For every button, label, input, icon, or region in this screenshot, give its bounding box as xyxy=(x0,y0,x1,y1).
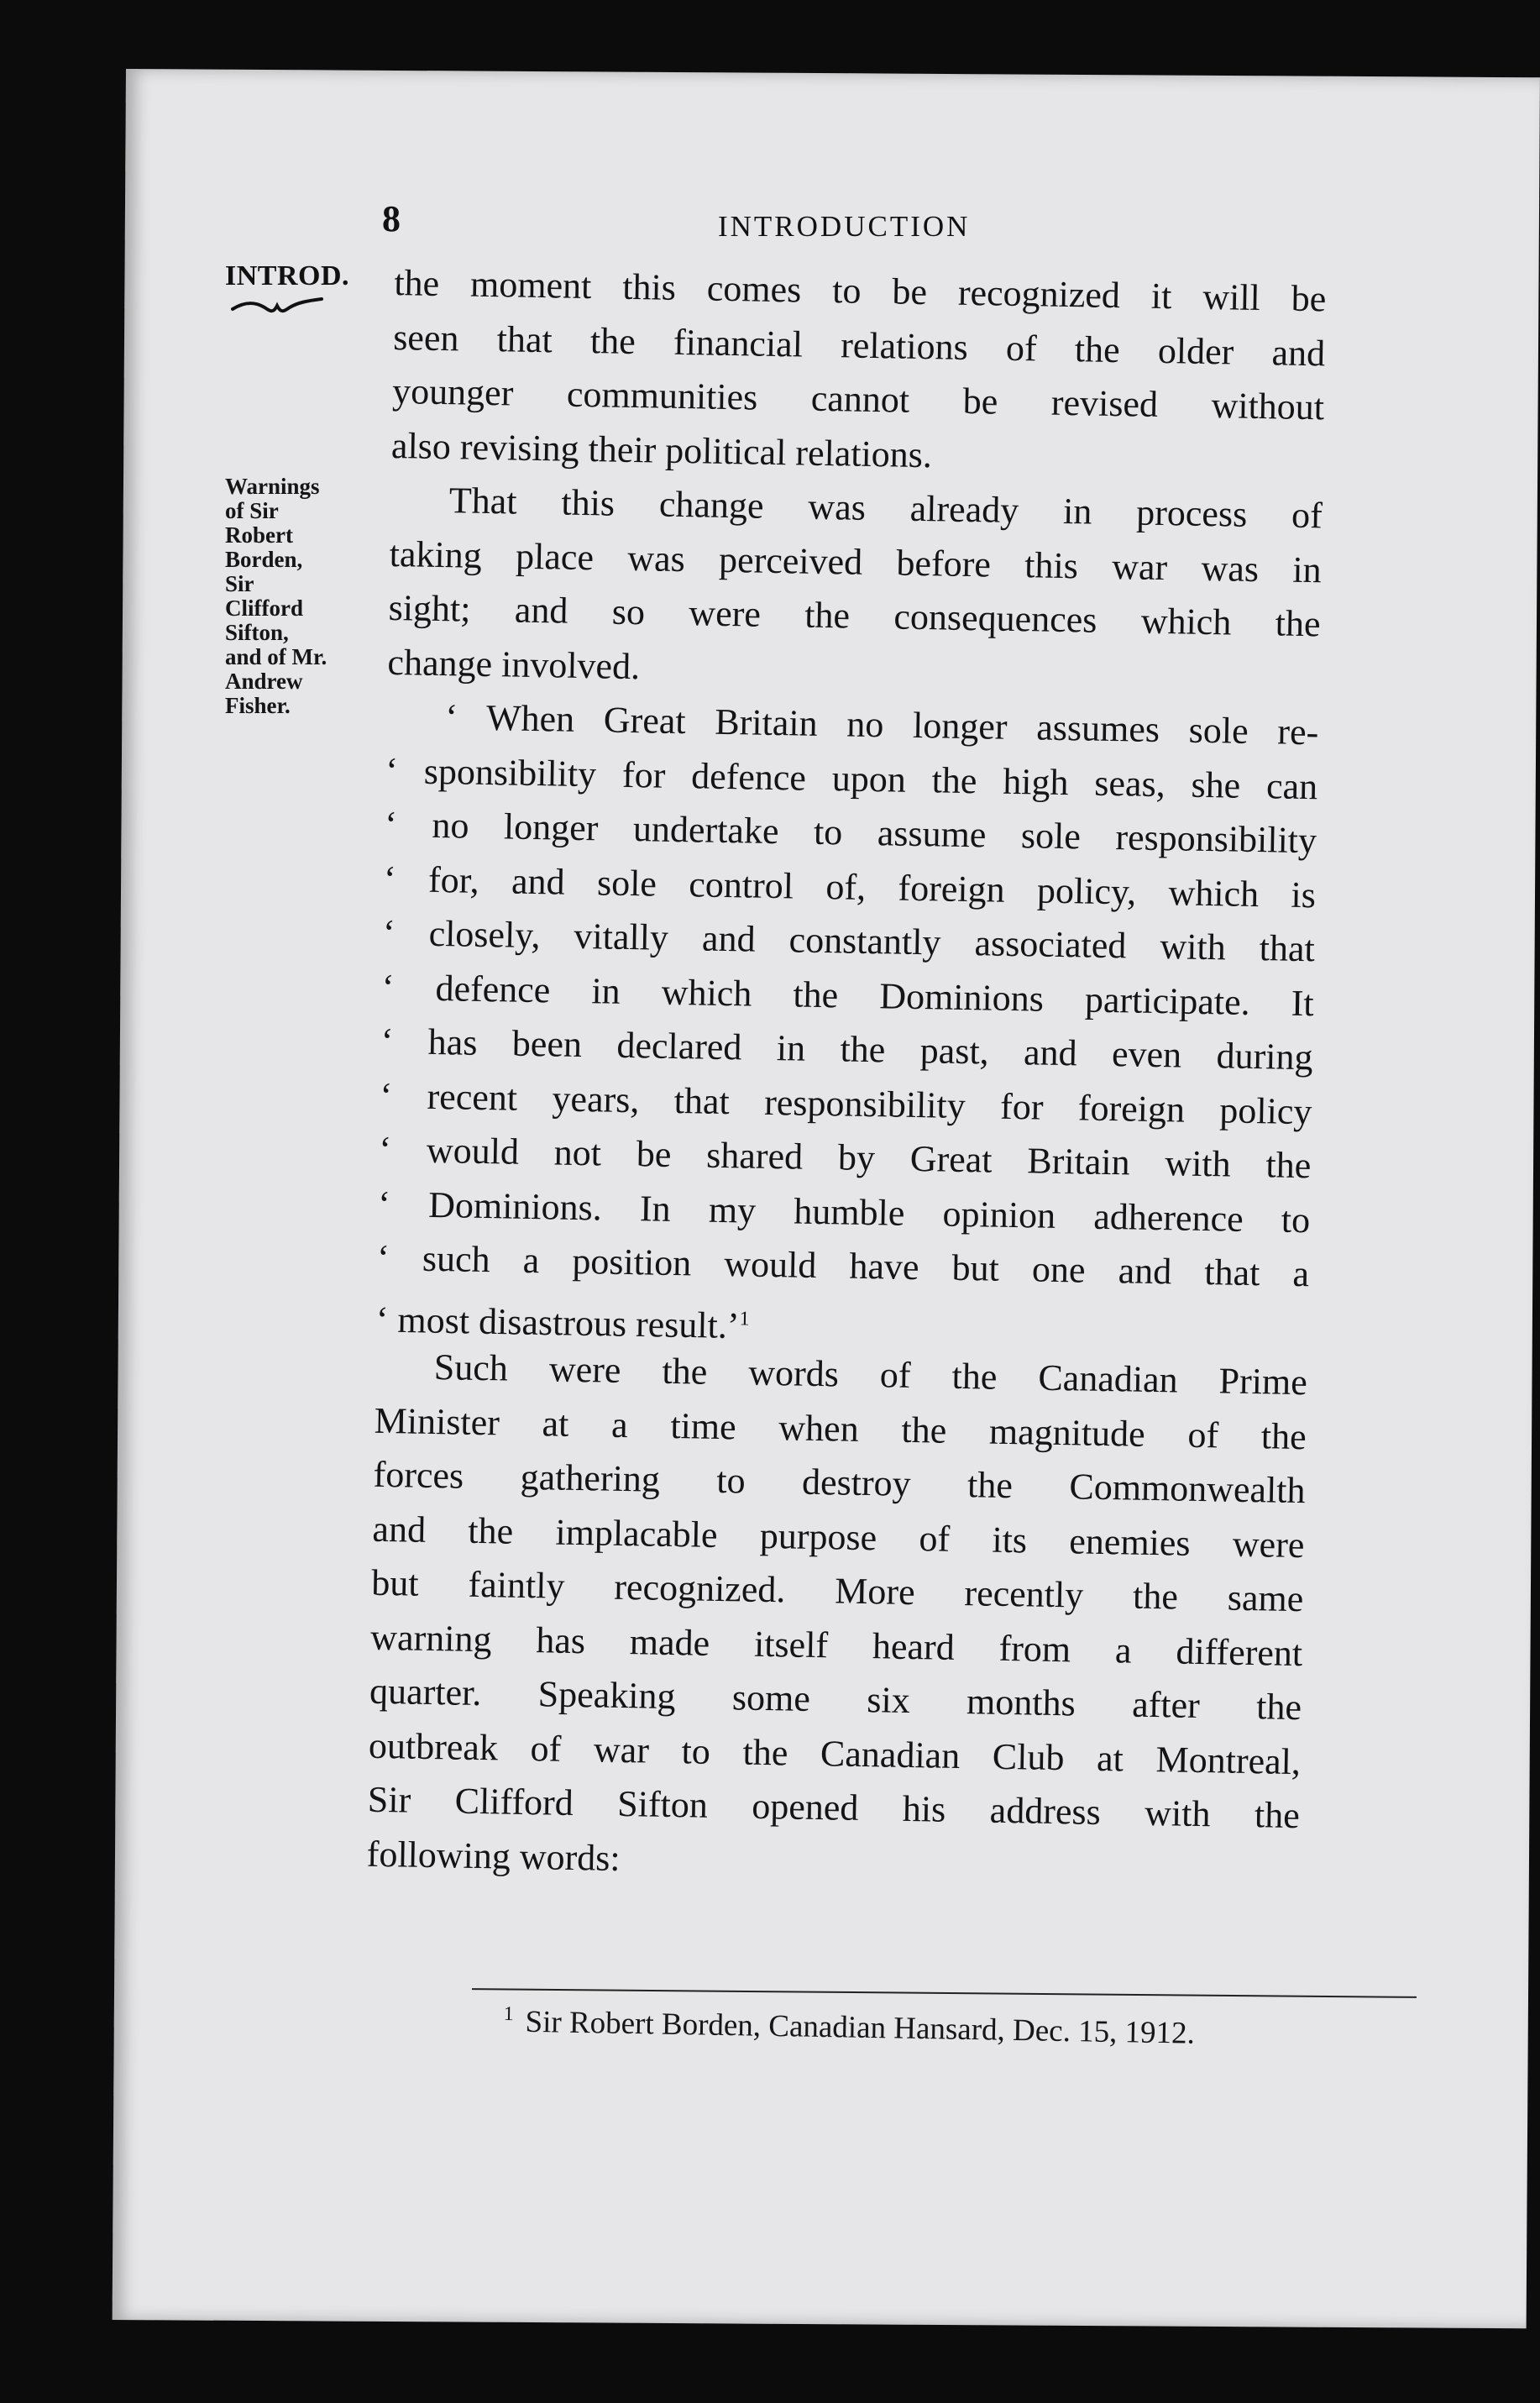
quote-line: ‘ such a position would have but one and that a xyxy=(376,1236,1310,1295)
quote-line: ‘ has been declared in the past, and even during xyxy=(380,1020,1313,1078)
quote-line: ‘ for, and sole control of, foreign policy, which is xyxy=(383,858,1317,916)
quote-line-text: ‘ most disastrous result.’ xyxy=(375,1298,740,1346)
quote-line: ‘ recent years, that responsibility for foreign policy xyxy=(380,1074,1312,1132)
body-line: quarter. Speaking some six months after the xyxy=(369,1670,1302,1729)
footnote-reference: 1 xyxy=(739,1307,750,1330)
body-line: also revising their political relations. xyxy=(390,424,933,475)
quote-line: ‘ Dominions. In my humble opinion adherence to xyxy=(377,1183,1311,1241)
sidenote-line: Sir xyxy=(225,571,254,596)
body-line: and the implacable purpose of its enemies were xyxy=(372,1508,1305,1566)
sidenote-line: Clifford xyxy=(225,596,303,621)
sidenote-line: of Sir xyxy=(225,498,279,523)
body-line: taking place was perceived before this war was in xyxy=(389,533,1323,590)
quote-line: ‘ would not be shared by Great Britain with the xyxy=(379,1128,1312,1187)
body-line: following words: xyxy=(366,1833,621,1879)
sidenote-line: Fisher. xyxy=(225,693,291,718)
margin-section-label: INTROD. xyxy=(225,260,350,291)
body-line: sight; and so were the consequences which the xyxy=(388,586,1321,645)
body-line: warning has made itself heard from a different xyxy=(369,1616,1303,1674)
margin-sidenote xyxy=(225,475,368,718)
body-text xyxy=(366,256,1327,1897)
page-number: 8 xyxy=(382,198,401,239)
body-line: That this change was already in process of xyxy=(448,480,1323,537)
body-line: forces gathering to destroy the Commonwealth xyxy=(373,1453,1306,1512)
body-line: Minister at a time when the magnitude of the xyxy=(374,1399,1307,1457)
body-line: the moment this comes to be recognized it will be xyxy=(394,261,1327,320)
sidenote-line: Robert xyxy=(225,522,293,548)
sidenote-line: Andrew xyxy=(225,669,303,694)
quote-line: ‘ When Great Britain no longer assumes sole re- xyxy=(445,696,1319,753)
ornament-flourish-icon xyxy=(231,296,323,317)
quote-line: ‘ defence in which the Dominions participate. It xyxy=(381,966,1315,1024)
quote-line: ‘ closely, vitally and constantly associated with that xyxy=(382,911,1316,970)
body-line: Sir Clifford Sifton opened his address with the xyxy=(367,1778,1301,1837)
sidenote-line: and of Mr. xyxy=(225,644,327,669)
body-line: Such were the words of the Canadian Prime xyxy=(433,1346,1308,1403)
body-line: outbreak of war to the Canadian Club at Montreal, xyxy=(368,1724,1302,1782)
quote-line: ‘ sponsibility for defence upon the high seas, she can xyxy=(385,749,1318,807)
body-line: change involved. xyxy=(387,641,641,687)
sidenote-line: Sifton, xyxy=(225,620,289,645)
quote-line: ‘ no longer undertake to assume sole responsibility xyxy=(384,803,1317,862)
footnote-text: Sir Robert Borden, Canadian Hansard, Dec. 15, 1912. xyxy=(525,2004,1196,2051)
body-line: seen that the financial relations of the older and xyxy=(392,316,1326,374)
running-title: INTRODUCTION xyxy=(718,210,971,243)
footnote-marker: 1 xyxy=(503,2003,514,2026)
body-line: younger communities cannot be revised without xyxy=(391,370,1325,428)
body-line: but faintly recognized. More recently the same xyxy=(371,1561,1304,1620)
sidenote-line: Borden, xyxy=(225,547,303,572)
sidenote-line: Warnings xyxy=(225,474,320,499)
